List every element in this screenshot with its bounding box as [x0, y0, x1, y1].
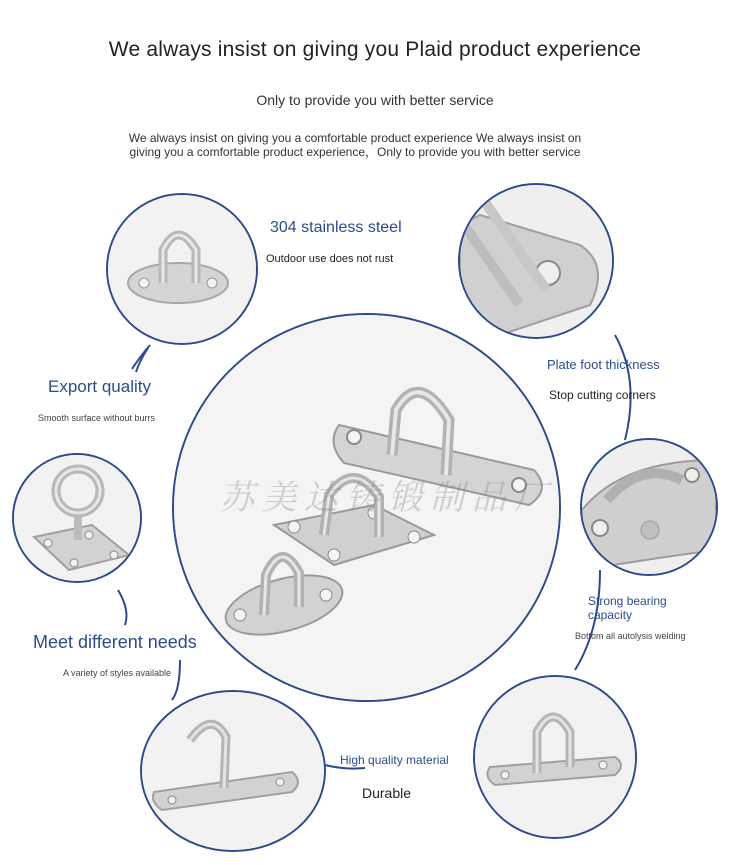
plate-thickness-closeup-icon: [460, 185, 612, 337]
product-circle-left: [12, 453, 142, 583]
product-circle-top-right: [458, 183, 614, 339]
square-eye-plate-icon: [14, 455, 140, 581]
feature-desc-needs: A variety of styles available: [63, 668, 172, 678]
product-circle-top-left: [106, 193, 258, 345]
page-headline: We always insist on giving you Plaid product experience: [108, 38, 642, 61]
page-subline: Only to provide you with better service: [256, 92, 494, 108]
feature-desc-plate-thickness: Stop cutting corners: [549, 388, 656, 402]
feature-title-needs: Meet different needs: [33, 632, 197, 652]
feature-desc-bearing: Bottom all autolysis welding: [575, 631, 686, 641]
product-circle-bottom-left: [140, 690, 326, 852]
hook-plate-icon: [142, 692, 324, 850]
intro-paragraph: We always insist on giving you a comfortable product experience We always insist on giving you a comfortable product experience，Only to provide you with better service: [128, 131, 582, 159]
weld-closeup-icon: [582, 440, 716, 574]
feature-desc-stainless: Outdoor use does not rust: [266, 253, 394, 265]
feature-title-stainless: 304 stainless steel: [270, 219, 402, 236]
feature-title-bearing: Strong bearing capacity: [588, 594, 667, 622]
feature-title-plate-thickness: Plate foot thickness: [547, 357, 660, 372]
round-eye-plate-icon: [108, 195, 256, 343]
feature-title-export: Export quality: [48, 377, 151, 396]
feature-desc-material: Durable: [362, 785, 412, 801]
product-circle-right: [580, 438, 718, 576]
feature-title-material: High quality material: [340, 753, 449, 767]
long-u-plate-icon: [475, 677, 635, 837]
product-circle-bottom-right: [473, 675, 637, 839]
watermark: 苏美达铸锻制品厂: [220, 478, 556, 518]
feature-desc-export: Smooth surface without burrs: [38, 413, 156, 423]
